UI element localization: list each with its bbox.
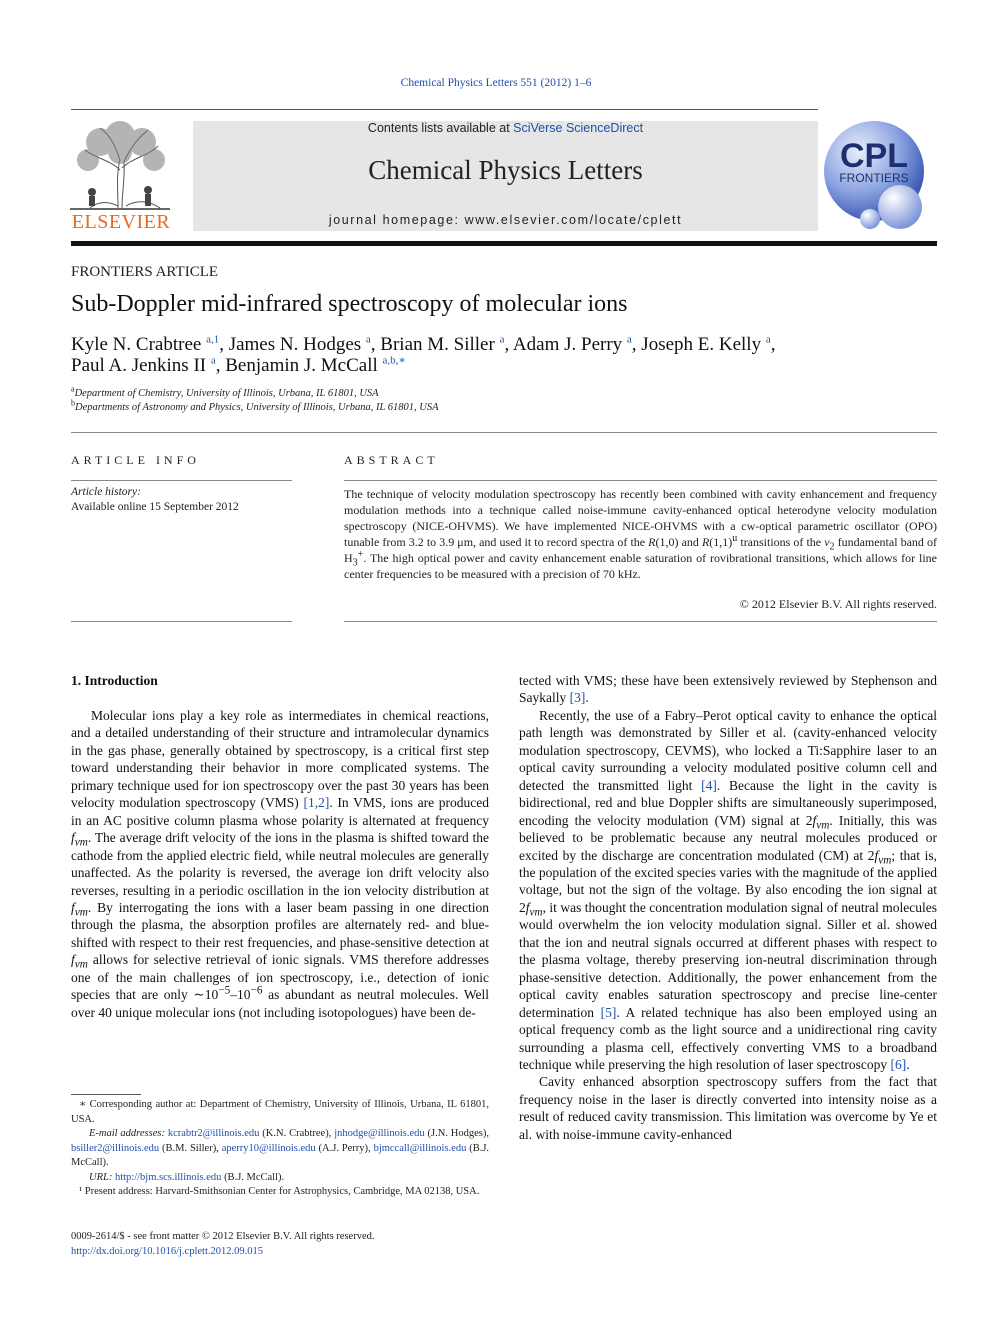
- url-label: URL:: [89, 1171, 113, 1183]
- author-affil-mark[interactable]: a: [499, 333, 505, 346]
- affiliation-text: Departments of Astronomy and Physics, University of Illinois, Urbana, IL 61801, USA: [75, 402, 439, 413]
- email-link[interactable]: aperry10@illinois.edu: [221, 1142, 316, 1154]
- author-affil-mark[interactable]: a,b,∗: [382, 354, 406, 367]
- contents-prefix: Contents lists available at: [367, 121, 514, 135]
- author-affil-mark[interactable]: a: [210, 354, 216, 367]
- author-affil-mark[interactable]: a: [765, 333, 771, 346]
- author-name: Adam J. Perry: [512, 334, 623, 355]
- copyright-notice: © 2012 Elsevier B.V. All rights reserved.: [739, 597, 937, 611]
- contents-line: [193, 121, 818, 135]
- homepage-link[interactable]: http://bjm.scs.illinois.edu: [114, 1171, 222, 1183]
- body-column-right: tected with VMS; these have been extensively reviewed by Stephenson and Saykally [3]. Recently, the use of a Fabry–Perot optical cavity to enhance the optical path length was demonstrated by Siller et al. (cavity-enhanced velocity modulation spectroscopy, CEVMS), who locked a Ti:Sapphire laser to an optical cavity surrounding a velocity modulated positive column cell and detected the transmitted light [4]. Because the light in the cavity is bidirectional, red and blue Doppler shifts are simultaneously superimposed, encoding the velocity modulation (VM) signal at $2f_{vm}$. Initially, this was believed to be problematic because any neutral molecules produced or excited by the discharge are concentration modulated (CM) at $2f_{vm}$; that is, the population of the excited species varies with the magnitude of the applied voltage, but not the sign of the voltage. By also encoding the ion signal at $2f_{vm}$, it was thought the concentration modulation signal of neutral molecules would overwhelm the ion velocity modulation signal. Siller et al. showed that the ion and neutral signals occurred at different phases with respect to the plasma voltage, thereby preserving ion-neutral discrimination through phase-sensitive detection. Additionally, the power enhancement from the optical cavity enables saturation spectroscopy and precise line-center determination [5]. A related technique has also been employed using an optical frequency comb as the light source and a unidirectional ring cavity surrounding a plasma cell, effectively converting VMS to a broadband technique while preserving the high resolution of laser spectroscopy [6]. Cavity enhanced absorption spectroscopy suffers from the fact that frequency noise in the laser is directly converted into intensity noise as a result of reduced cavity transmission. This limitation was overcome by Ye et al. with noise-immune cavity-enhanced: [519, 673, 938, 1142]
- bottom-info: [71, 1230, 489, 1259]
- author-name: Brian M. Siller: [380, 334, 495, 355]
- article-history-label: Article history:: [71, 486, 141, 498]
- citation-link[interactable]: [4]: [701, 777, 717, 793]
- body-column-left: Molecular ions play a key role as intermediates in chemical reactions, and a detailed understanding of their structure and intramolecular dynamics in the gas phase, generally obtained by spectroscopy, is a critical first step toward understanding their behavior in more complicated systems. The primary technique used for ion spectroscopy over the past 30 years has been velocity modulation spectroscopy (VMS) [1,2]. In VMS, ions are produced in an AC positive column plasma whose polarity is alternated at frequency $f_{vm}$. The average drift velocity of the ions in the plasma is shifted toward the cathode from the applied electric field, while neutral molecules are generally unaffected. As the polarity is reversed, the average ion drift velocity also reverses, resulting in a periodic oscillation in the ion velocity distribution at $f_{vm}$. By interrogating the ions with a laser beam passing in one direction through the plasma, the absorption profiles are alternately red- and blue-shifted with respect to their rest frequencies, and phase-sensitive detection at $f_{vm}$ allows for selective retrieval of ionic signals. VMS therefore addresses one of the main challenges of ion spectroscopy, i.e., detection of ionic species that are only $\sim 10^{-5}-10^{-6}$ as abundant as neutral molecules. Well over 40 unique molecular ions (not including isotopologues) have been de-: [71, 708, 489, 1020]
- email-link[interactable]: bsiller2@illinois.edu: [71, 1142, 160, 1154]
- article-title: Sub-Doppler mid-infrared spectroscopy of molecular ions: [71, 291, 628, 317]
- affiliation-mark: a: [71, 384, 75, 394]
- top-rule: [71, 109, 818, 110]
- email-note: [71, 1127, 489, 1171]
- abstract-text: The technique of velocity modulation spectroscopy has recently been combined with cavity enhancement and frequency modulation methods into a technique called noise-immune cavity-enhanced optical heterodyne velocity modulation spectroscopy (NICE-OHVMS). We have implemented NICE-OHVMS with a cw-optical parametric oscillator (OPO) tunable from 3.2 to 3.9 μm, and used it to record spectra of the R(1,0) and $R(1,1)^u$ transitions of the $\nu_2$ fundamental band of $H_3^+$. The high optical power and cavity enhancement enable saturation of rovibrational transitions, which allows for line center frequencies to be measured with a precision of 70 kHz.: [344, 487, 937, 581]
- citation-link[interactable]: [3]: [569, 690, 586, 706]
- cpl-logo-small-text: FRONTIERS: [839, 171, 909, 185]
- email-owner: (K.N. Crabtree),: [262, 1128, 332, 1139]
- email-link[interactable]: kcrabtr2@illinois.edu: [167, 1128, 260, 1139]
- header-thick-rule: [71, 241, 937, 246]
- url-note: [71, 1171, 489, 1186]
- email-owner: (A.J. Perry),: [318, 1142, 371, 1154]
- author-affil-mark[interactable]: a: [626, 333, 632, 346]
- section-heading: 1. Introduction: [71, 673, 158, 688]
- footnotes: [71, 1098, 489, 1200]
- journal-homepage: [193, 213, 818, 227]
- divider: [71, 621, 292, 622]
- elsevier-wordmark: ELSEVIER: [71, 211, 171, 233]
- journal-name: Chemical Physics Letters: [368, 155, 643, 185]
- cpl-frontiers-logo: [822, 119, 934, 239]
- article-history-value: Available online 15 September 2012: [71, 501, 239, 513]
- url-owner: (B.J. McCall).: [224, 1171, 285, 1183]
- email-label: E-mail addresses:: [89, 1128, 165, 1139]
- divider: [71, 480, 292, 481]
- author-list: Kyle N. Crabtree $^{a,1}$, James N. Hodges $^a$, Brian M. Siller $^a$, Adam J. Perry $^a$, Joseph E. Kelly $^a$, Paul A. Jenkins II $^a$, Benjamin J. McCall $^{a,b,∗}$: [71, 333, 776, 376]
- footnote-rule: [71, 1094, 141, 1095]
- email-link[interactable]: bjmccall@illinois.edu: [373, 1142, 467, 1154]
- present-address-note: ¹ Present address: Harvard-Smithsonian Center for Astrophysics, Cambridge, MA 02138, USA.: [79, 1186, 480, 1197]
- affiliation-text: Department of Chemistry, University of Illinois, Urbana, IL 61801, USA: [74, 388, 379, 399]
- author-affil-mark[interactable]: a,1: [206, 333, 220, 346]
- affiliation-b: [71, 398, 937, 415]
- email-owner: (J.N. Hodges),: [427, 1128, 490, 1139]
- email-link[interactable]: jnhodge@illinois.edu: [334, 1128, 425, 1139]
- divider: [71, 432, 937, 433]
- doi-link[interactable]: http://dx.doi.org/10.1016/j.cplett.2012.09.015: [71, 1245, 264, 1257]
- citation-link[interactable]: [1,2]: [303, 795, 330, 811]
- author-name: Joseph E. Kelly: [641, 334, 762, 355]
- author-name: Paul A. Jenkins II: [71, 355, 207, 376]
- affiliation-mark: b: [71, 398, 75, 408]
- affiliation-a: [71, 384, 937, 401]
- author-name: Benjamin J. McCall: [225, 355, 378, 376]
- article-type: FRONTIERS ARTICLE: [71, 264, 219, 280]
- email-owner: (B.J. McCall).: [71, 1142, 490, 1168]
- citation-link[interactable]: [5]: [600, 1004, 617, 1020]
- citation-link[interactable]: [6]: [890, 1056, 907, 1072]
- email-owner: (B.M. Siller),: [162, 1142, 219, 1154]
- journal-reference[interactable]: Chemical Physics Letters 551 (2012) 1–6: [400, 77, 592, 89]
- abstract-heading: ABSTRACT: [344, 453, 439, 467]
- homepage-url[interactable]: www.elsevier.com/locate/cplett: [464, 213, 683, 227]
- divider: [344, 480, 937, 481]
- cpl-logo-big-text: CPL: [840, 137, 908, 175]
- homepage-prefix: journal homepage:: [328, 213, 465, 227]
- author-name: Kyle N. Crabtree: [71, 334, 202, 355]
- divider: [344, 621, 937, 622]
- sciencedirect-link[interactable]: SciVerse ScienceDirect: [513, 121, 644, 135]
- issn-line: 0009-2614/$ - see front matter © 2012 Elsevier B.V. All rights reserved.: [71, 1231, 375, 1242]
- author-affil-mark[interactable]: a: [365, 333, 371, 346]
- article-info-heading: ARTICLE INFO: [71, 453, 200, 467]
- author-name: James N. Hodges: [228, 334, 362, 355]
- affiliations: [71, 384, 937, 415]
- article-history: [71, 485, 292, 515]
- corresponding-author-note: ∗ Corresponding author at: Department of Chemistry, University of Illinois, Urbana, IL 61801, USA.: [71, 1099, 489, 1125]
